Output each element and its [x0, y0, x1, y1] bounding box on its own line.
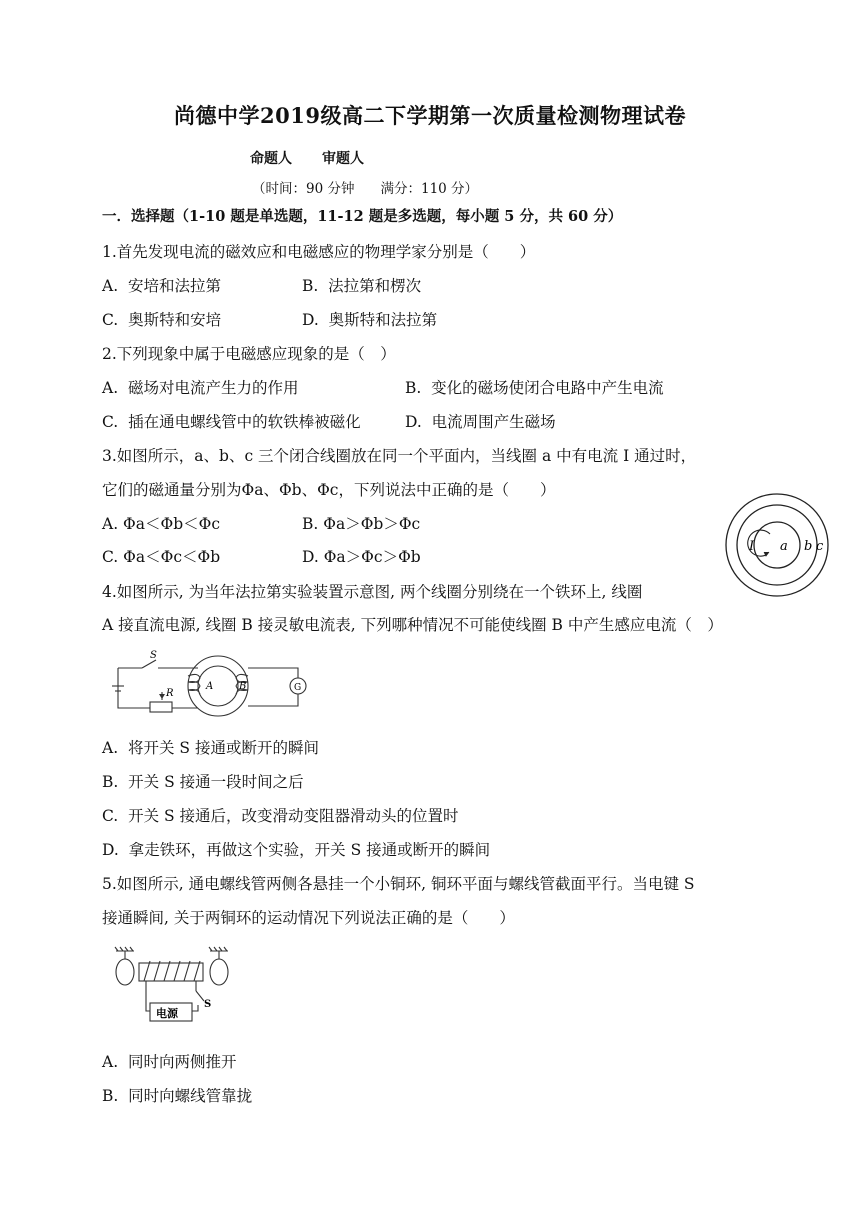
label-R: R: [166, 688, 174, 699]
question-4-option-a: A. 将开关 S 接通或断开的瞬间: [102, 739, 319, 757]
figure-solenoid-rings: [110, 945, 245, 1035]
label-c: c: [816, 539, 824, 554]
label-G: G: [294, 683, 302, 693]
author-line: [250, 148, 364, 168]
label-I: I: [749, 539, 755, 554]
label-A: A: [206, 681, 214, 692]
question-3-option-a: A. Φa＜Φb＜Φc: [102, 515, 221, 533]
label-a: a: [780, 539, 788, 554]
question-5-option-b: B. 同时向螺线管靠拢: [102, 1087, 253, 1105]
section-heading: 一．选择题（1-10 题是单选题，11-12 题是多选题，每小题 5 分，共 60 分）: [102, 208, 623, 225]
question-3-stem-line-1: 3.如图所示，a、b、c 三个闭合线圈放在同一个平面内，当线圈 a 中有电流 I 通过时，: [102, 447, 697, 465]
question-2-option-d: D. 电流周围产生磁场: [405, 413, 556, 431]
figure-concentric-coils: [722, 492, 832, 598]
question-4-option-b: B. 开关 S 接通一段时间之后: [102, 773, 304, 791]
figure-faraday-apparatus: [110, 648, 325, 718]
question-4-stem-line-1: 4.如图所示, 为当年法拉第实验装置示意图, 两个线圈分别绕在一个铁环上, 线圈: [102, 583, 643, 601]
score-info: 满分：110 分）: [380, 181, 479, 197]
time-info: （时间：90 分钟: [252, 181, 355, 197]
question-1-option-d: D. 奥斯特和法拉第: [302, 311, 438, 329]
question-1-stem: 1.首先发现电流的磁效应和电磁感应的物理学家分别是（ ）: [102, 243, 536, 261]
question-1-option-b: B. 法拉第和楞次: [302, 277, 422, 295]
question-4-stem-line-2: A 接直流电源, 线圈 B 接灵敏电流表, 下列哪种情况不可能使线圈 B 中产生感应电流（ ）: [102, 616, 723, 634]
question-5-stem-line-2: 接通瞬间, 关于两铜环的运动情况下列说法正确的是（ ）: [102, 909, 515, 927]
exam-info: [252, 177, 478, 197]
question-4-option-c: C. 开关 S 接通后，改变滑动变阻器滑动头的位置时: [102, 807, 459, 825]
author-label: 命题人: [250, 151, 292, 167]
question-3-option-d: D. Φa＞Φc＞Φb: [302, 548, 421, 566]
coil-a: [754, 522, 800, 568]
page-title: 尚德中学2019级高二下学期第一次质量检测物理试卷: [174, 103, 686, 128]
question-3-option-c: C. Φa＜Φc＜Φb: [102, 548, 221, 566]
label-b: b: [804, 539, 813, 554]
label-power-supply: 电源: [156, 1007, 178, 1020]
question-2-stem: 2.下列现象中属于电磁感应现象的是（ ）: [102, 345, 396, 363]
question-3-stem-line-2: 它们的磁通量分别为Φa、Φb、Φc，下列说法中正确的是（ ）: [102, 481, 556, 499]
question-5-option-a: A. 同时向两侧推开: [102, 1053, 237, 1071]
question-3-option-b: B. Φa＞Φb＞Φc: [302, 515, 421, 533]
question-2-option-b: B. 变化的磁场使闭合电路中产生电流: [405, 379, 664, 397]
question-2-option-c: C. 插在通电螺线管中的软铁棒被磁化: [102, 413, 361, 431]
question-1-option-a: A. 安培和法拉第: [102, 277, 221, 295]
reviewer-label: 审题人: [322, 151, 364, 167]
question-4-option-d: D. 拿走铁环，再做这个实验，开关 S 接通或断开的瞬间: [102, 841, 491, 859]
question-2-option-a: A. 磁场对电流产生力的作用: [102, 379, 299, 397]
question-1-option-c: C. 奥斯特和安培: [102, 311, 222, 329]
question-5-stem-line-1: 5.如图所示, 通电螺线管两侧各悬挂一个小铜环, 铜环平面与螺线管截面平行。当电键 S: [102, 875, 695, 893]
label-B: B: [239, 681, 247, 692]
coil-c: [726, 494, 828, 596]
label-S: S: [204, 999, 212, 1010]
label-S: S: [150, 650, 157, 661]
